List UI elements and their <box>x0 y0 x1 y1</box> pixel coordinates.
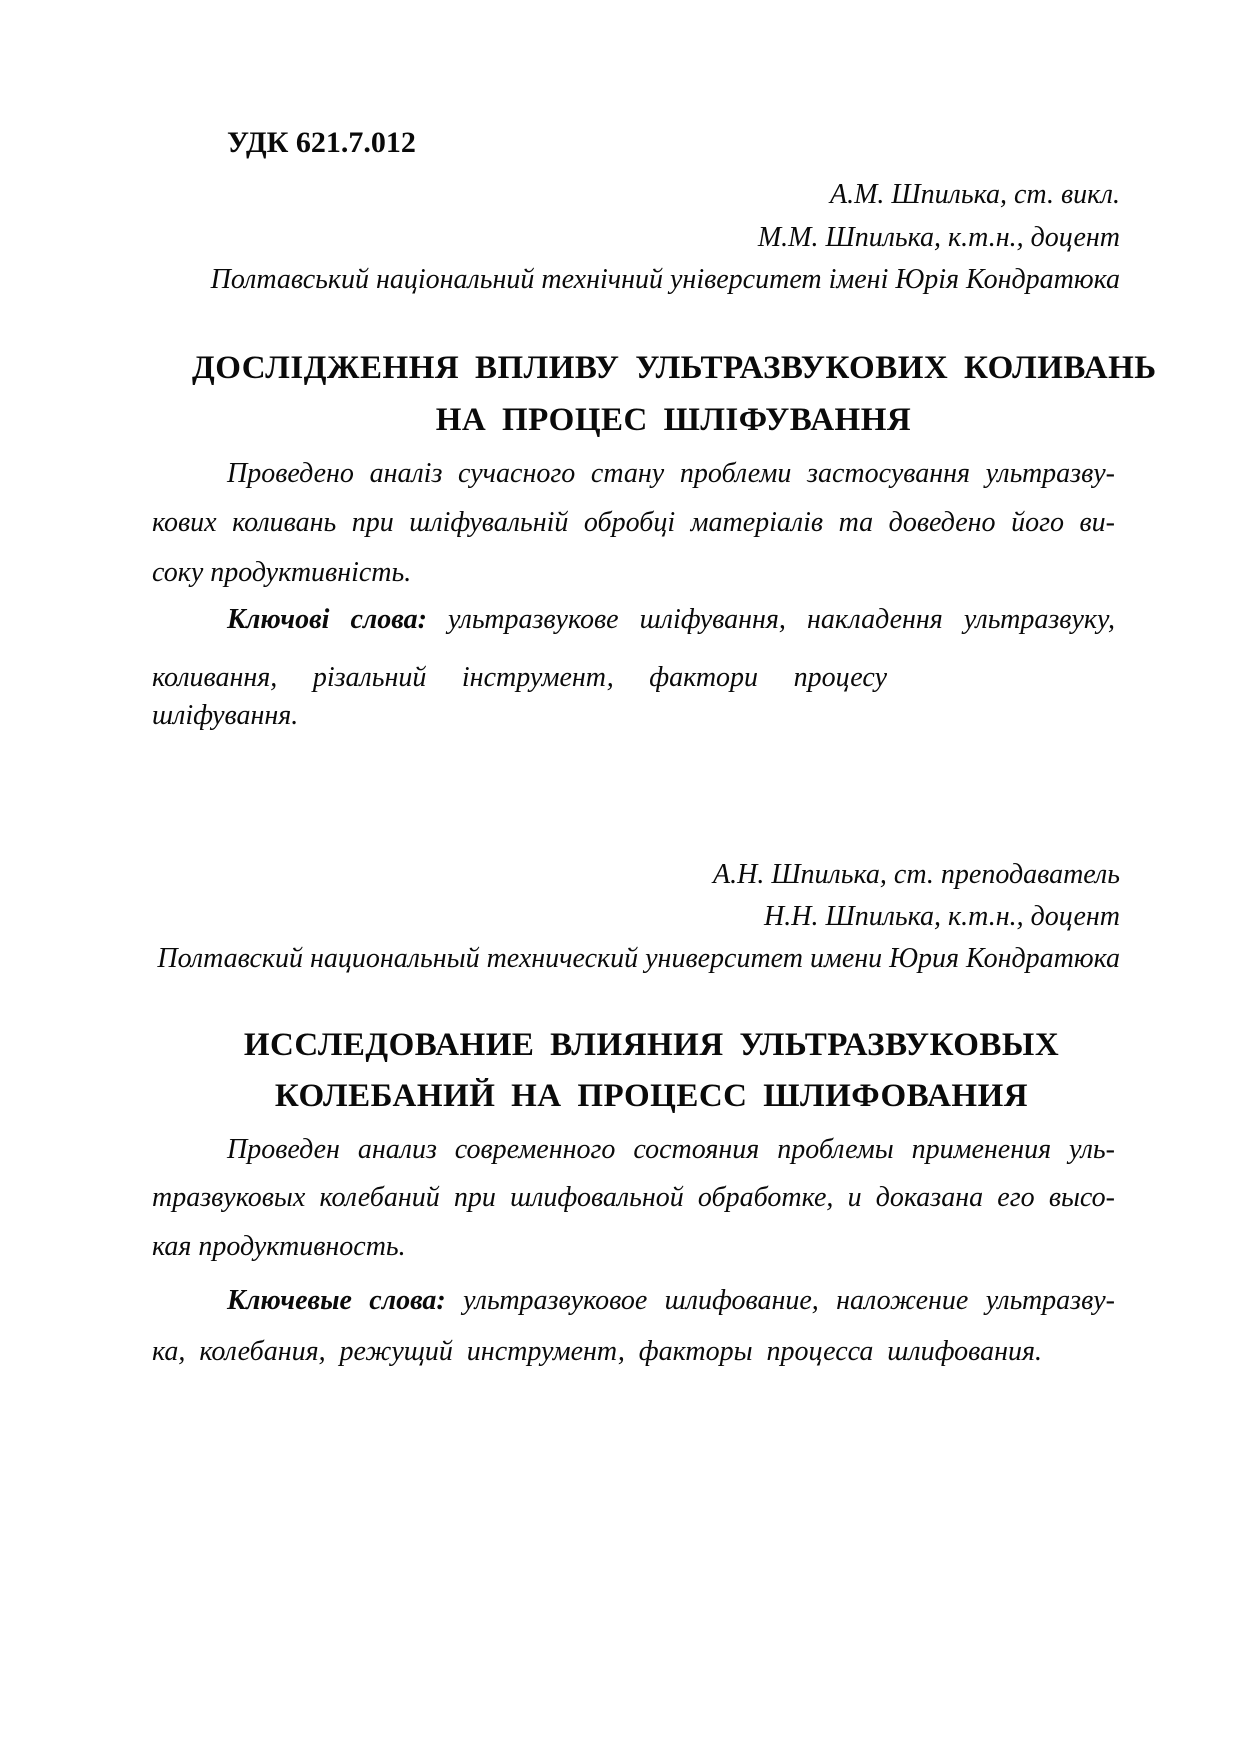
abstract-ru-line1: Проведен анализ современного состояния проблемы применения уль- <box>227 1134 1115 1165</box>
article-title-ua-line2: НА ПРОЦЕС ШЛІФУВАННЯ <box>435 402 912 438</box>
abstract-ru-line3: кая продуктивность. <box>152 1231 406 1262</box>
author-ua-2: М.М. Шпилька, к.т.н., доцент <box>757 222 1120 253</box>
keywords-ru-label: Ключевые слова: <box>227 1285 446 1316</box>
affiliation-ua: Полтавський національний технічний університет імені Юрія Кондратюка <box>210 264 1120 295</box>
abstract-ua-line1: Проведено аналіз сучасного стану проблеми застосування ультразву- <box>227 458 1115 489</box>
abstract-ua-line2: кових коливань при шліфувальній обробці матеріалів та доведено його ви- <box>152 507 1115 538</box>
article-title-ru-line2: КОЛЕБАНИЙ НА ПРОЦЕСС ШЛИФОВАНИЯ <box>274 1078 1029 1114</box>
keywords-ru-line1 <box>152 1282 1115 1320</box>
udc-number: УДК 621.7.012 <box>227 126 416 159</box>
abstract-ru-line2: тразвуковых колебаний при шлифовальной обработке, и доказана его высо- <box>152 1182 1115 1213</box>
article-title-ua-line1: ДОСЛІДЖЕННЯ ВПЛИВУ УЛЬТРАЗВУКОВИХ КОЛИВАНЬ <box>192 350 1157 386</box>
keywords-ua-text: ультразвукове шліфування, накладення ультразвуку, <box>448 604 1116 635</box>
keywords-ru-line2: ка, колебания, режущий инструмент, факторы процесса шлифования. <box>152 1336 1042 1367</box>
author-ua-1: А.М. Шпилька, ст. викл. <box>830 179 1120 210</box>
author-ru-2: Н.Н. Шпилька, к.т.н., доцент <box>764 901 1120 932</box>
keywords-ru-text: ультразвуковое шлифование, наложение ультразву- <box>463 1285 1115 1316</box>
keywords-ua-line1 <box>152 601 1115 639</box>
article-title-ru-line1: ИССЛЕДОВАНИЕ ВЛИЯНИЯ УЛЬТРАЗВУКОВЫХ <box>243 1027 1060 1063</box>
keywords-ua-line2: коливання, різальний інструмент, фактори процесу шліфування. <box>152 662 887 731</box>
abstract-ua-line3: соку продуктивність. <box>152 557 412 588</box>
author-ru-1: А.Н. Шпилька, ст. преподаватель <box>713 859 1120 890</box>
affiliation-ru: Полтавский национальный технический университет имени Юрия Кондратюка <box>157 943 1120 974</box>
keywords-ua-label: Ключові слова: <box>227 604 427 635</box>
